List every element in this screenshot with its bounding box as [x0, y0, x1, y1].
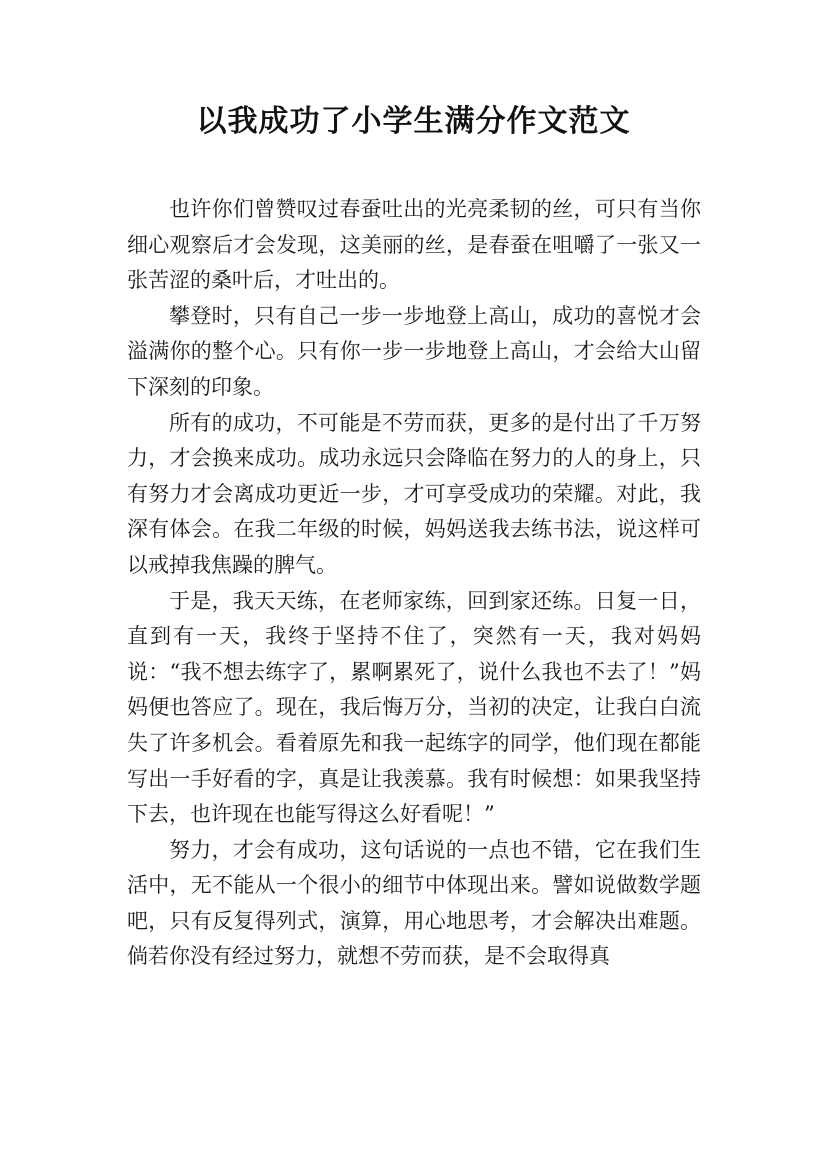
- paragraph: 努力，才会有成功，这句话说的一点也不错，它在我们生活中，无不能从一个很小的细节中体现出来。譬如说做数学题吧，只有反复得列式，演算，用心地思考，才会解决出难题。倘若你没有经过努力，就想不劳而获，是不会取得真: [127, 837, 701, 969]
- paragraph: 也许你们曾赞叹过春蚕吐出的光亮柔韧的丝，可只有当你细心观察后才会发现，这美丽的丝，是春蚕在咀嚼了一张又一张苦涩的桑叶后，才吐出的。: [127, 197, 701, 293]
- paragraph: 攀登时，只有自己一步一步地登上高山，成功的喜悦才会溢满你的整个心。只有你一步一步地登上高山，才会给大山留下深刻的印象。: [127, 303, 701, 399]
- document-title: 以我成功了小学生满分作文范文: [196, 104, 631, 139]
- document-body: [127, 192, 701, 975]
- paragraph: 所有的成功，不可能是不劳而获，更多的是付出了千万努力，才会换来成功。成功永远只会降临在努力的人的身上，只有努力才会离成功更近一步，才可享受成功的荣耀。对此，我深有体会。在我二年级的时候，妈妈送我去练书法，说这样可以戒掉我焦躁的脾气。: [127, 410, 701, 577]
- paragraph: 于是，我天天练，在老师家练，回到家还练。日复一日，直到有一天，我终于坚持不住了，突然有一天，我对妈妈说：“我不想去练字了，累啊累死了，说什么我也不去了！”妈妈便也答应了。现在，我后悔万分，当初的决定，让我白白流失了许多机会。看着原先和我一起练字的同学，他们现在都能写出一手好看的字，真是让我羡慕。我有时候想：如果我坚持下去，也许现在也能写得这么好看呢！”: [127, 588, 701, 827]
